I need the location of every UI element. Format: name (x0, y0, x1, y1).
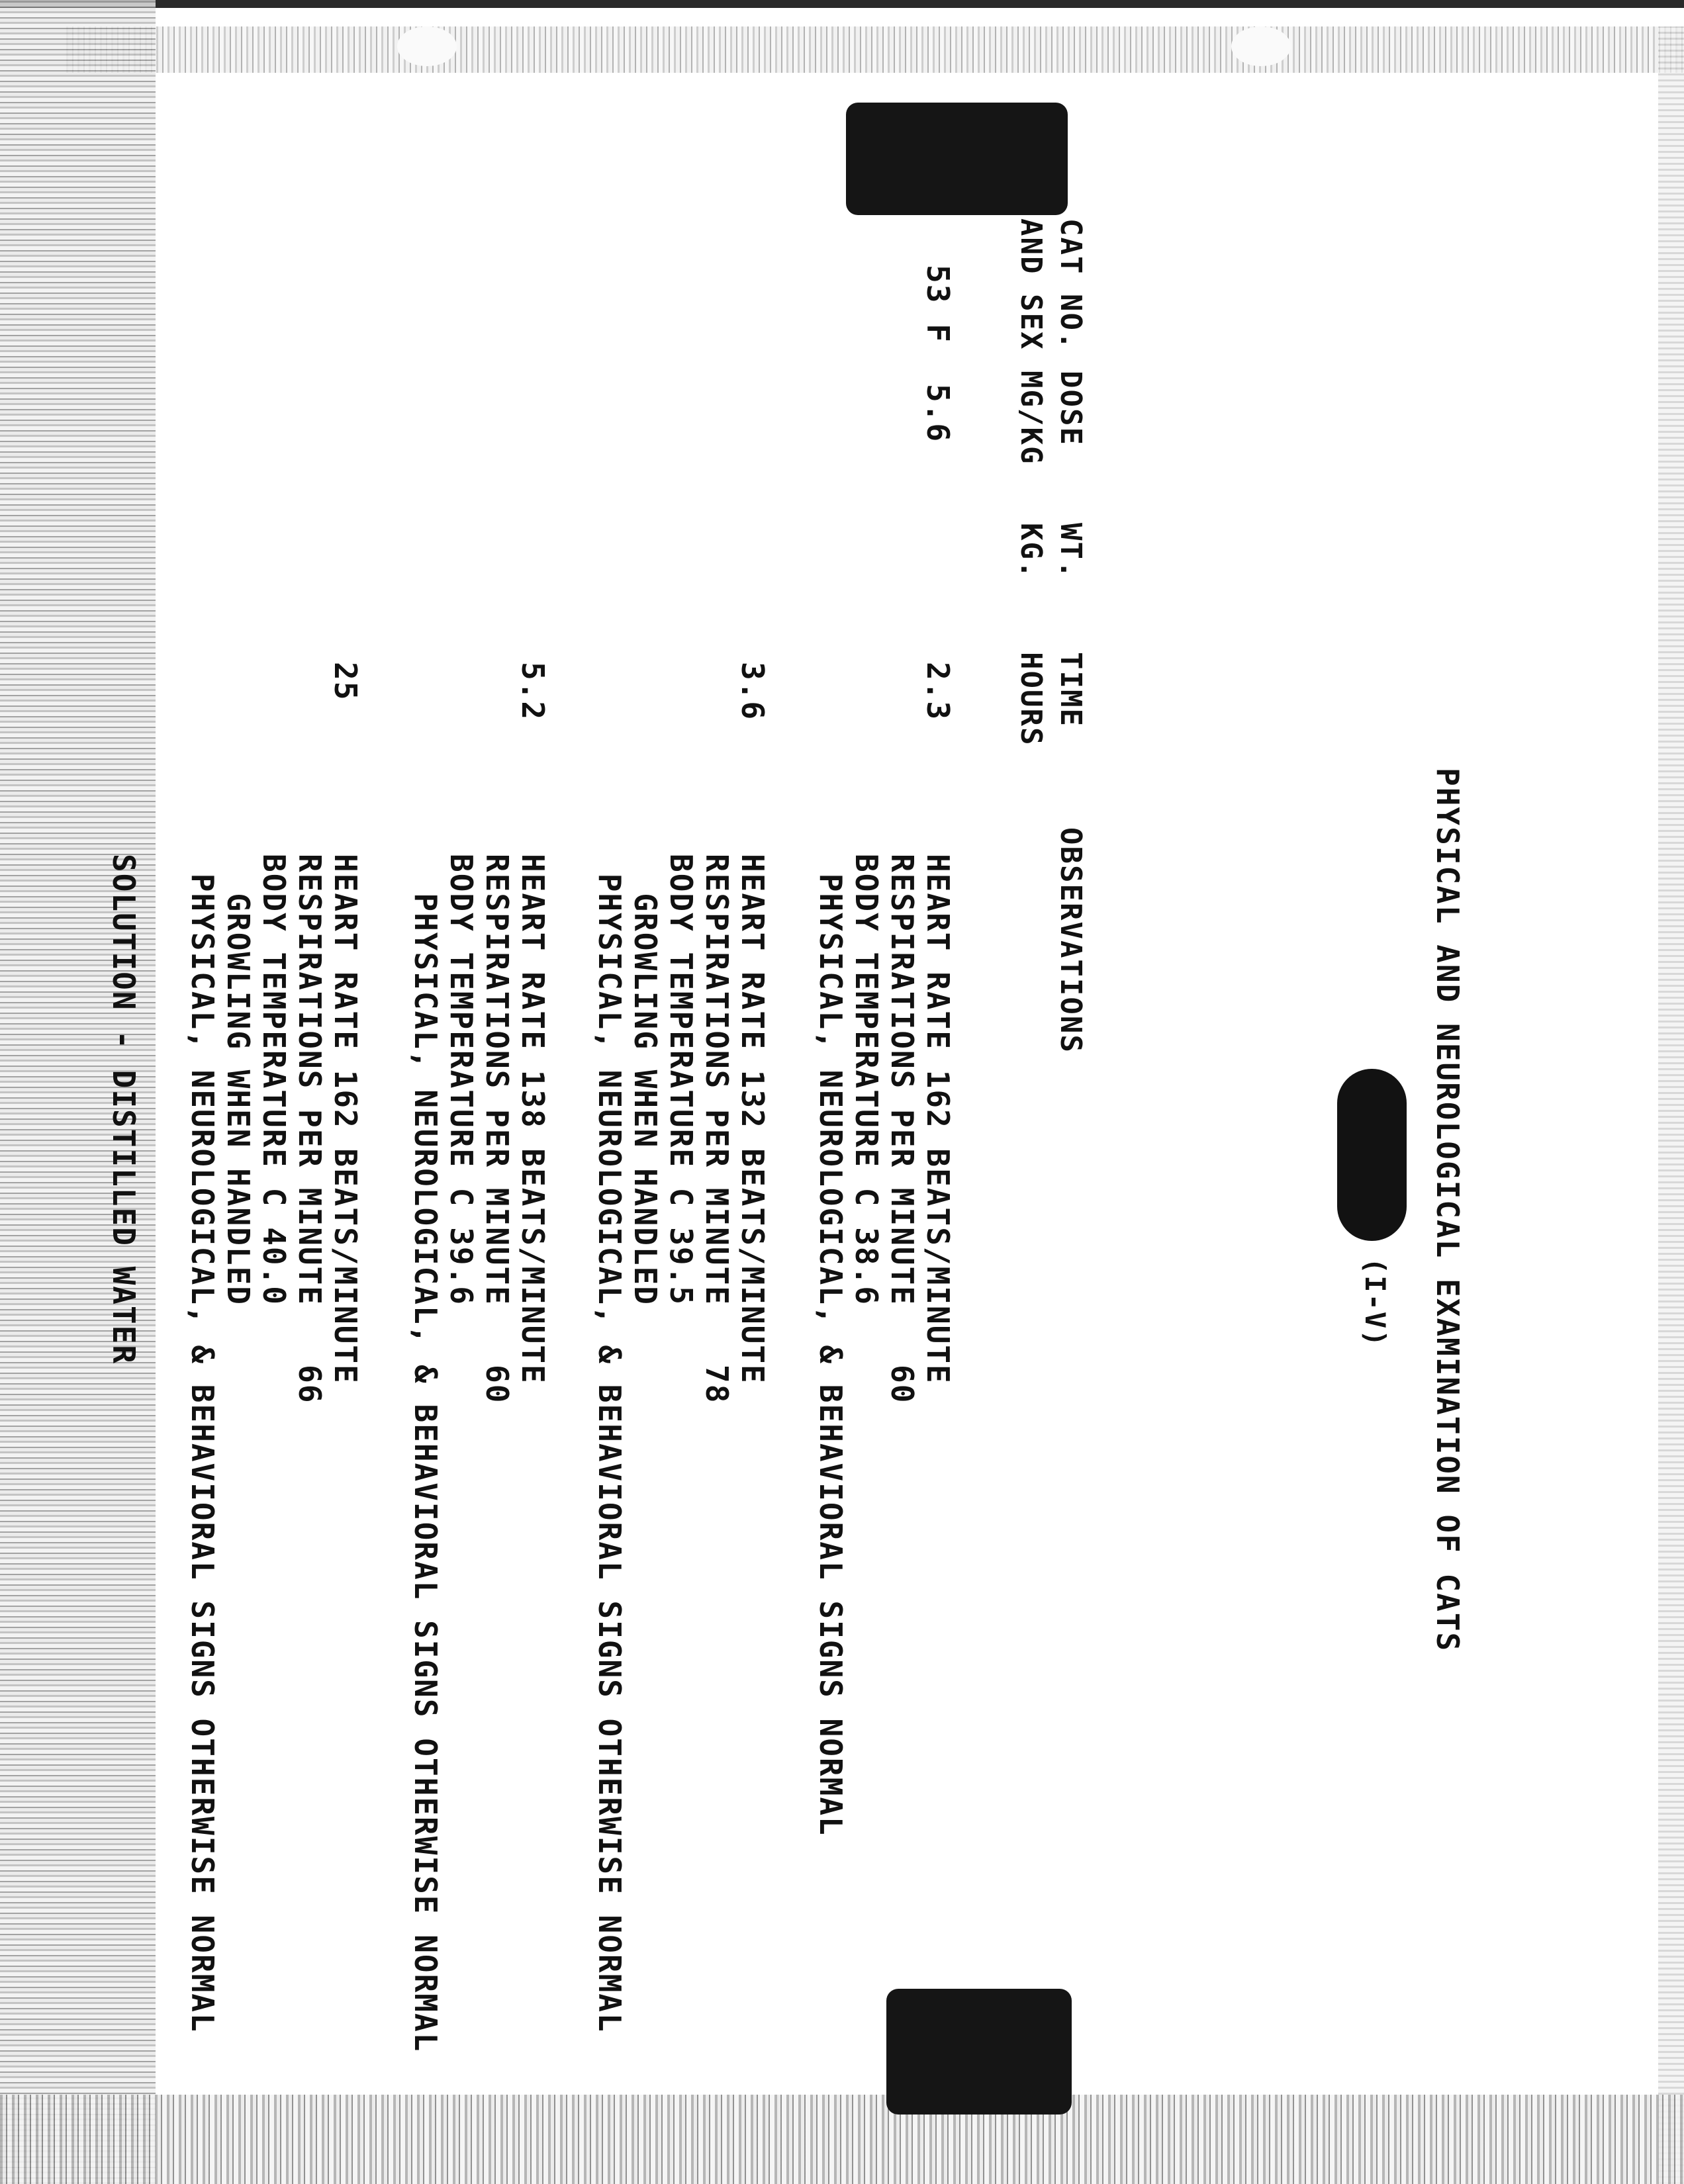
observation-line: BODY TEMPERATURE C 39.6 (444, 854, 479, 1306)
observation-line: HEART RATE 162 BEATS/MINUTE (328, 854, 363, 1385)
solution-footer: SOLUTION - DISTILLED WATER (106, 854, 142, 1365)
observation-line: RESPIRATIONS PER MINUTE 78 (699, 854, 735, 1404)
header-observations: OBSERVATIONS (1054, 827, 1088, 1054)
observation-line: BODY TEMPERATURE C 38.6 (849, 854, 884, 1306)
header-dose: DOSE (1054, 371, 1088, 446)
document-title: PHYSICAL AND NEUROLOGICAL EXAMINATION OF CATS (1430, 768, 1466, 1653)
row-time: 25 (328, 662, 363, 702)
observation-line: GROWLING WHEN HANDLED (220, 854, 256, 1306)
observation-line: HEART RATE 132 BEATS/MINUTE (735, 854, 771, 1385)
header-and-sex: AND SEX (1014, 218, 1048, 351)
observation-line: PHYSICAL, NEUROLOGICAL, & BEHAVIORAL SIGNS NORMAL (813, 854, 849, 1837)
row-time: 2.3 (920, 662, 956, 721)
observation-line: BODY TEMPERATURE C 39.5 (663, 854, 699, 1306)
header-kg: KG. (1014, 523, 1048, 580)
observation-line: HEART RATE 138 BEATS/MINUTE (515, 854, 551, 1385)
header-cat-no: CAT NO. (1054, 218, 1088, 351)
row-time: 3.6 (735, 662, 771, 721)
observation-line: RESPIRATIONS PER MINUTE 66 (292, 854, 328, 1404)
header-hours: HOURS (1014, 652, 1048, 747)
cat-number-sex: 53 F (920, 265, 956, 343)
observation-line: HEART RATE 162 BEATS/MINUTE (920, 854, 956, 1385)
observation-line: RESPIRATIONS PER MINUTE 60 (479, 854, 515, 1404)
dose-value: 5.6 (920, 384, 956, 443)
header-wt: WT. (1054, 523, 1088, 580)
header-mg-kg: MG/KG (1014, 371, 1048, 465)
observation-line: GROWLING WHEN HANDLED (628, 854, 663, 1306)
observation-line: PHYSICAL, NEUROLOGICAL, & BEHAVIORAL SIGNS OTHERWISE NORMAL (185, 854, 220, 2033)
observation-line: PHYSICAL, NEUROLOGICAL, & BEHAVIORAL SIGNS OTHERWISE NORMAL (408, 854, 444, 2053)
row-time: 5.2 (515, 662, 551, 721)
header-time: TIME (1054, 652, 1088, 727)
observation-line: RESPIRATIONS PER MINUTE 60 (884, 854, 920, 1404)
observation-line: PHYSICAL, NEUROLOGICAL, & BEHAVIORAL SIGNS OTHERWISE NORMAL (592, 854, 628, 2033)
document-subtitle: (I-V) (1359, 1257, 1391, 1348)
observation-line: BODY TEMPERATURE C 40.0 (256, 854, 292, 1306)
